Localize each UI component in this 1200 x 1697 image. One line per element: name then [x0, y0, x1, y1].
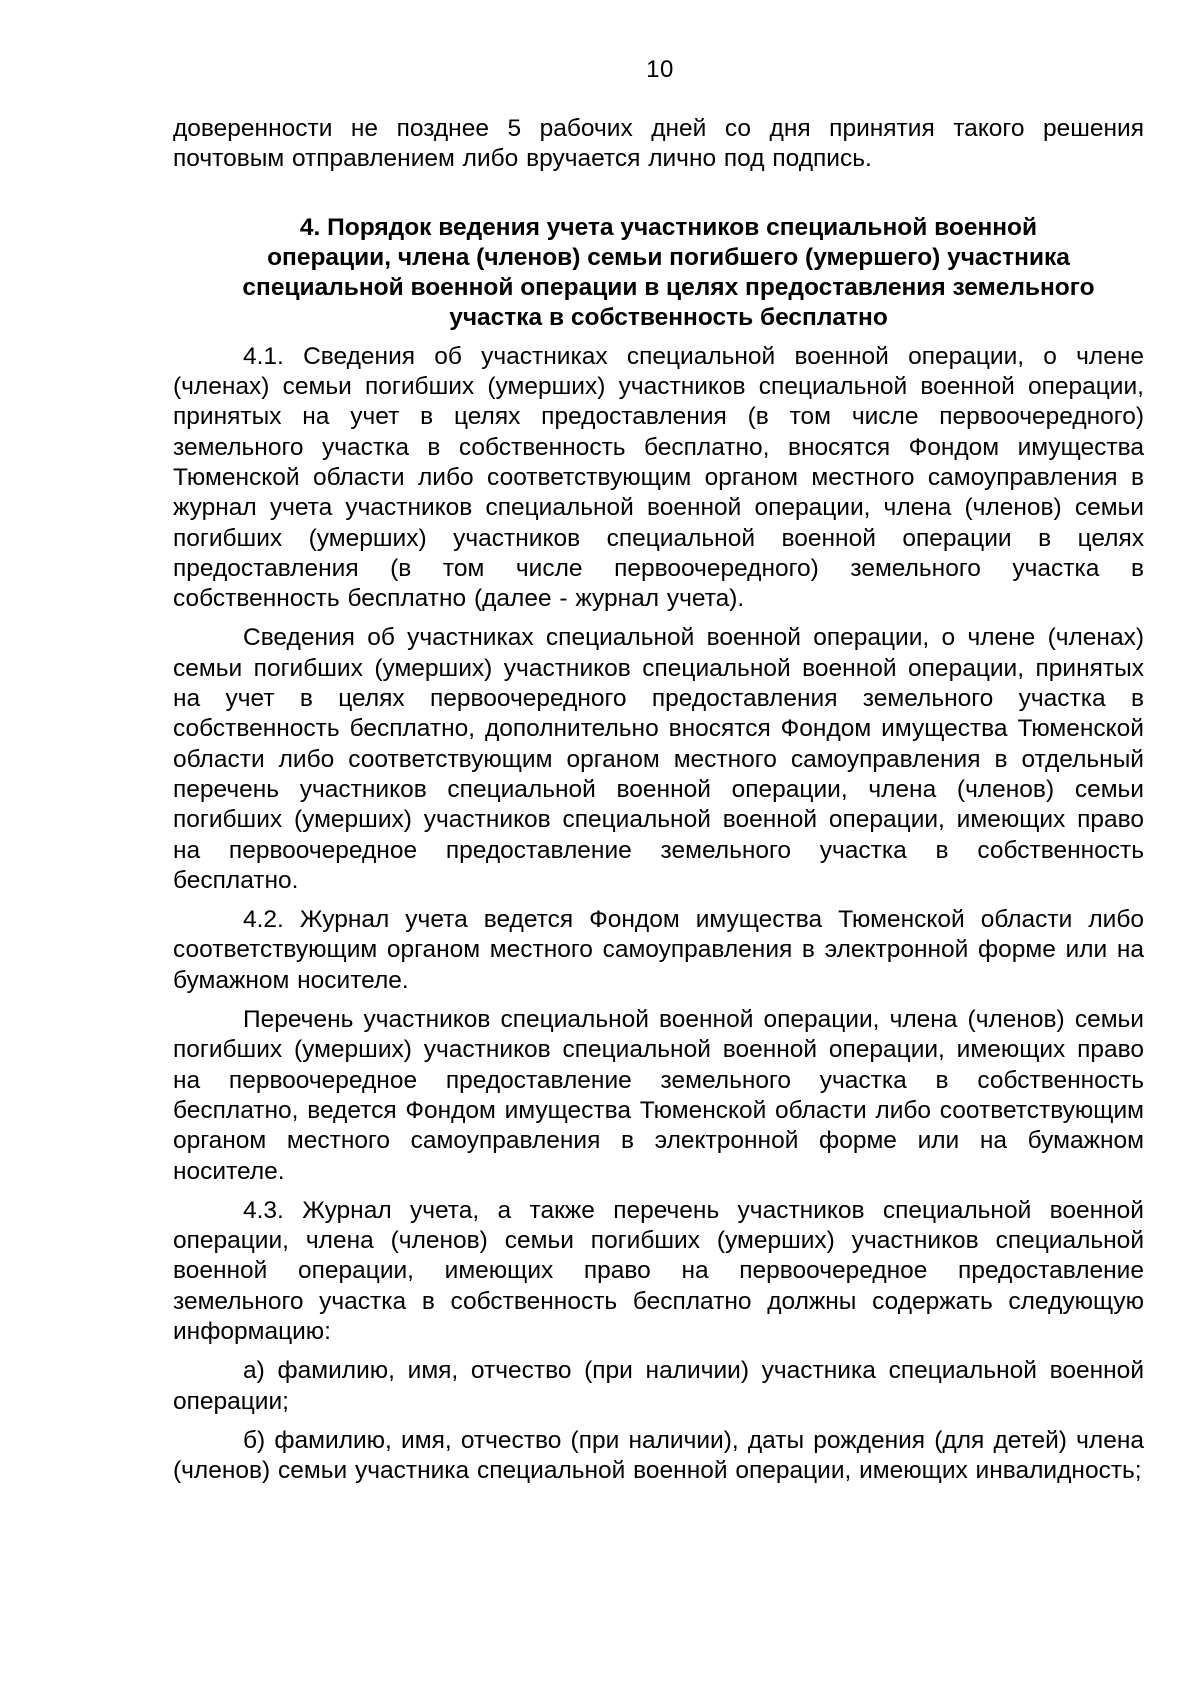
- section-heading-line: операции, члена (членов) семьи погибшего (умершего) участника: [267, 243, 1070, 271]
- page-number: 10: [646, 56, 674, 83]
- paragraph-4-2-list-info: Перечень участников специальной военной операции, члена (членов) семьи погибших (умерших) участников специальной военной операции, имеющих право на первоочередное предоставление земельного участка в собственность бесплатно, ведется Фондом имущества Тюменской области либо соответствующим органом местного самоуправления в электронной форме или на бумажном носителе.: [173, 1006, 1144, 1185]
- list-item-b: б) фамилию, имя, отчество (при наличии), даты рождения (для детей) члена (членов) семьи участника специальной военной операции, имеющих инвалидность;: [173, 1426, 1144, 1485]
- section-heading-line: 4. Порядок ведения учета участников специальной военной: [299, 213, 1038, 241]
- section-heading-line: участка в собственность бесплатно: [449, 304, 888, 332]
- section-heading-line: специальной военной операции в целях предоставления земельного: [242, 274, 1095, 302]
- paragraph-4-2: 4.2. Журнал учета ведется Фондом имущества Тюменской области либо соответствующим органом местного самоуправления в электронной форме или на бумажном носителе.: [173, 906, 1144, 994]
- intro-paragraph: доверенности не позднее 5 рабочих дней со дня принятия такого решения почтовым отправлением либо вручается лично под подпись.: [173, 115, 1144, 173]
- paragraph-4-1-list-info: Сведения об участниках специальной военной операции, о члене (членах) семьи погибших (умерших) участников специальной военной операции, принятых на учет в целях первоочередного предоставления земельного участка в собственность бесплатно, дополнительно вносятся Фондом имущества Тюменской области либо соответствующим органом местного самоуправления в отдельный перечень участников специальной военной операции, члена (членов) семьи погибших (умерших) участников специальной военной операции, имеющих право на первоочередное предоставление земельного участка в собственность бесплатно.: [173, 624, 1144, 894]
- paragraph-4-3: 4.3. Журнал учета, а также перечень участников специальной военной операции, члена (членов) семьи погибших (умерших) участников специальной военной операции, имеющих право на первоочередное предоставление земельного участка в собственность бесплатно должны содержать следующую информацию:: [173, 1196, 1144, 1345]
- list-item-a: а) фамилию, имя, отчество (при наличии) участника специальной военной операции;: [173, 1357, 1144, 1415]
- section-heading: [173, 213, 1144, 334]
- paragraph-4-1: 4.1. Сведения об участниках специальной военной операции, о члене (членах) семьи погибших (умерших) участников специальной военной операции, принятых на учет в целях предоставления (в том числе первоочередного) земельного участка в собственность бесплатно, вносятся Фондом имущества Тюменской области либо соответствующим органом местного самоуправления в журнал учета участников специальной военной операции, члена (членов) семьи погибших (умерших) участников специальной военной операции в целях предоставления (в том числе первоочередного) земельного участка в собственность бесплатно (далее - журнал учета).: [173, 342, 1144, 613]
- document-body: [173, 114, 1144, 1495]
